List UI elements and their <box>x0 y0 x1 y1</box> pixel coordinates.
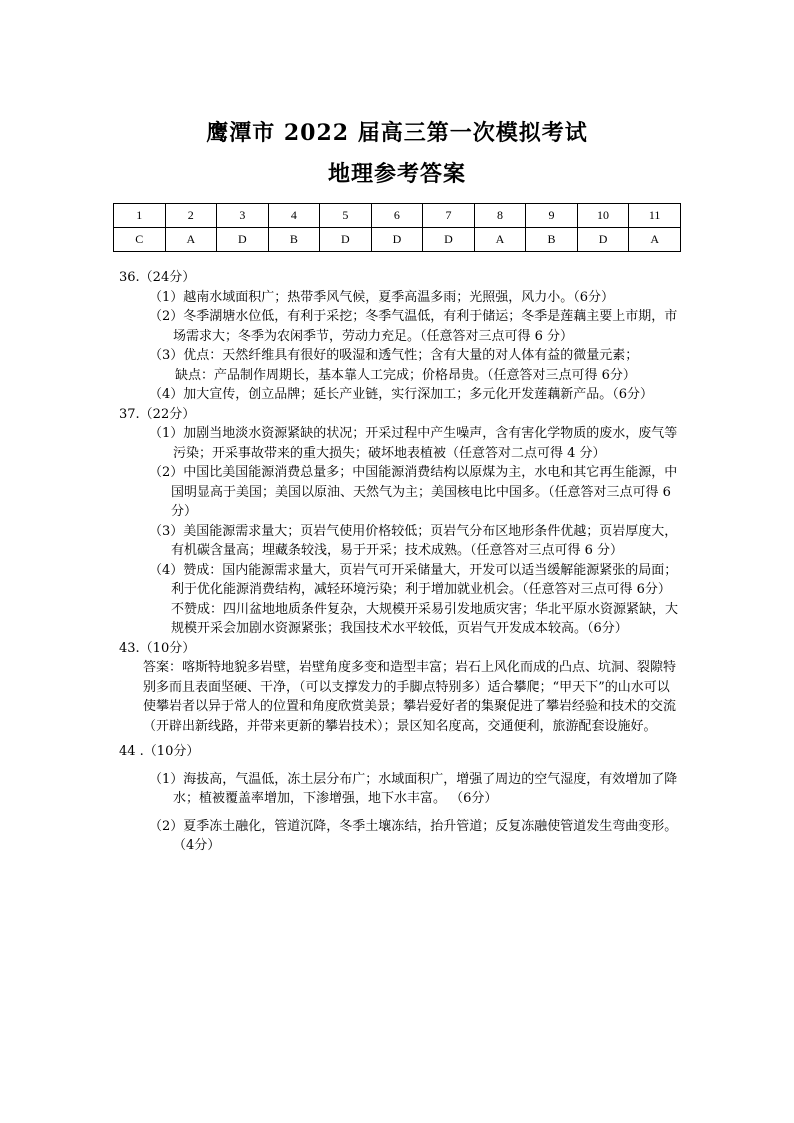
answer-content <box>119 268 679 856</box>
answer-key-subtitle: 地理参考答案 <box>327 161 466 187</box>
spacer <box>119 762 679 770</box>
question-36-item-1: （1）越南水域面积广；热带季风气候，夏季高温多雨；光照强，风力小。（6分） <box>149 289 615 305</box>
answer-cell: A <box>629 228 681 252</box>
question-37-item-2: （2）中国比美国能源消费总量多；中国能源消费结构以原煤为主，水电和其它再生能源，中国明显高于美国；美国以原油、天然气为主；美国核电比中国多。（任意答对三点可得 6分） <box>149 465 678 519</box>
question-36-item-2: （2）冬季湖塘水位低，有利于采挖；冬季气温低，有利于储运；冬季是莲藕主要上市期，市场需求大；冬季为农闲季节，劳动力充足。（任意答对三点可得 6 分） <box>149 309 678 344</box>
question-number-cell: 11 <box>629 204 681 228</box>
question-number-cell: 9 <box>526 204 578 228</box>
answer-cell: D <box>423 228 475 252</box>
question-number-cell: 3 <box>217 204 269 228</box>
question-number-cell: 4 <box>268 204 320 228</box>
exam-title: 鹰潭市 2022 届高三第一次模拟考试 <box>206 120 588 146</box>
question-number-cell: 8 <box>474 204 526 228</box>
answer-cell: D <box>320 228 372 252</box>
answer-cell: B <box>268 228 320 252</box>
answer-row <box>114 228 681 252</box>
question-number-cell: 7 <box>423 204 475 228</box>
question-36-heading: 36.（24分） <box>119 270 196 285</box>
question-37-item-3: （3）美国能源需求量大；页岩气使用价格较低；页岩气分布区地形条件优越；页岩厚度大，有机碳含量高；埋藏条较浅，易于开采；技术成熟。（任意答对三点可得 6 分） <box>149 523 678 558</box>
answer-cell: A <box>474 228 526 252</box>
question-36-item-3: （3）优点：天然纤维具有很好的吸湿和透气性；含有大量的对人体有益的微量元素； <box>149 348 639 363</box>
question-number-cell: 5 <box>320 204 372 228</box>
answer-cell: D <box>371 228 423 252</box>
question-number-row <box>114 204 681 228</box>
question-43-heading: 43.（10分） <box>119 640 196 656</box>
question-37-item-1: （1）加剧当地淡水资源紧缺的状况；开采过程中产生噪声，含有害化学物质的废水，废气等污染；开采事故带来的重大损失；破坏地表植被（任意答对二点可得 4 分） <box>149 426 678 461</box>
question-43-answer: 答案：喀斯特地貌多岩壁，岩壁角度多变和造型丰富；岩石上风化而成的凸点、坑洞、裂隙特别多而且表面坚硬、干净，（可以支撑发力的手脚点特别多）适合攀爬；“甲天下”的山水可以使攀岩者以异于常人的位置和角度欣赏美景；攀岩爱好者的集聚促进了攀岩经验和技术的交流（开辟出新线路，并带来更新的攀岩技术）；景区知名度高，交通便利，旅游配套设施好。 <box>143 660 677 734</box>
question-44-heading: 44 .（10分） <box>119 744 200 759</box>
question-44-item-2: （2）夏季冻土融化，管道沉降，冬季土壤冻结，抬升管道；反复冻融使管道发生弯曲变形。（4分） <box>149 818 678 853</box>
question-37-heading: 37.（22分） <box>119 406 196 422</box>
answer-cell: D <box>577 228 629 252</box>
question-37-item-4-cont: 不赞成：四川盆地地质条件复杂，大规模开采易引发地质灾害；华北平原水资源紧缺，大规模开采会加剧水资源紧张；我国技术水平较低，页岩气开发成本较高。（6分） <box>171 601 679 636</box>
spacer <box>119 809 679 817</box>
answer-table <box>113 203 681 252</box>
question-36-item-4: （4）加大宣传，创立品牌；延长产业链，实行深加工；多元化开发莲藕新产品。（6分） <box>149 387 654 402</box>
question-number-cell: 6 <box>371 204 423 228</box>
answer-cell: A <box>165 228 217 252</box>
question-36-item-3-cont: 缺点：产品制作周期长，基本靠人工完成；价格昂贵。（任意答对三点可得 6分） <box>175 367 636 383</box>
question-number-cell: 10 <box>577 204 629 228</box>
question-44-item-1: （1）海拔高，气温低，冻土层分布广；水域面积广，增强了周边的空气湿度，有效增加了降水；植被覆盖率增加，下渗增强，地下水丰富。 （6分） <box>149 771 678 806</box>
question-number-cell: 1 <box>114 204 166 228</box>
answer-cell: C <box>114 228 166 252</box>
question-number-cell: 2 <box>165 204 217 228</box>
question-37-item-4: （4）赞成：国内能源需求量大，页岩气可开采储量大，开发可以适当缓解能源紧张的局面；利于优化能源消费结构，减轻环境污染；利于增加就业机会。（任意答对三点可得 6分） <box>149 562 678 597</box>
answer-cell: B <box>526 228 578 252</box>
answer-cell: D <box>217 228 269 252</box>
